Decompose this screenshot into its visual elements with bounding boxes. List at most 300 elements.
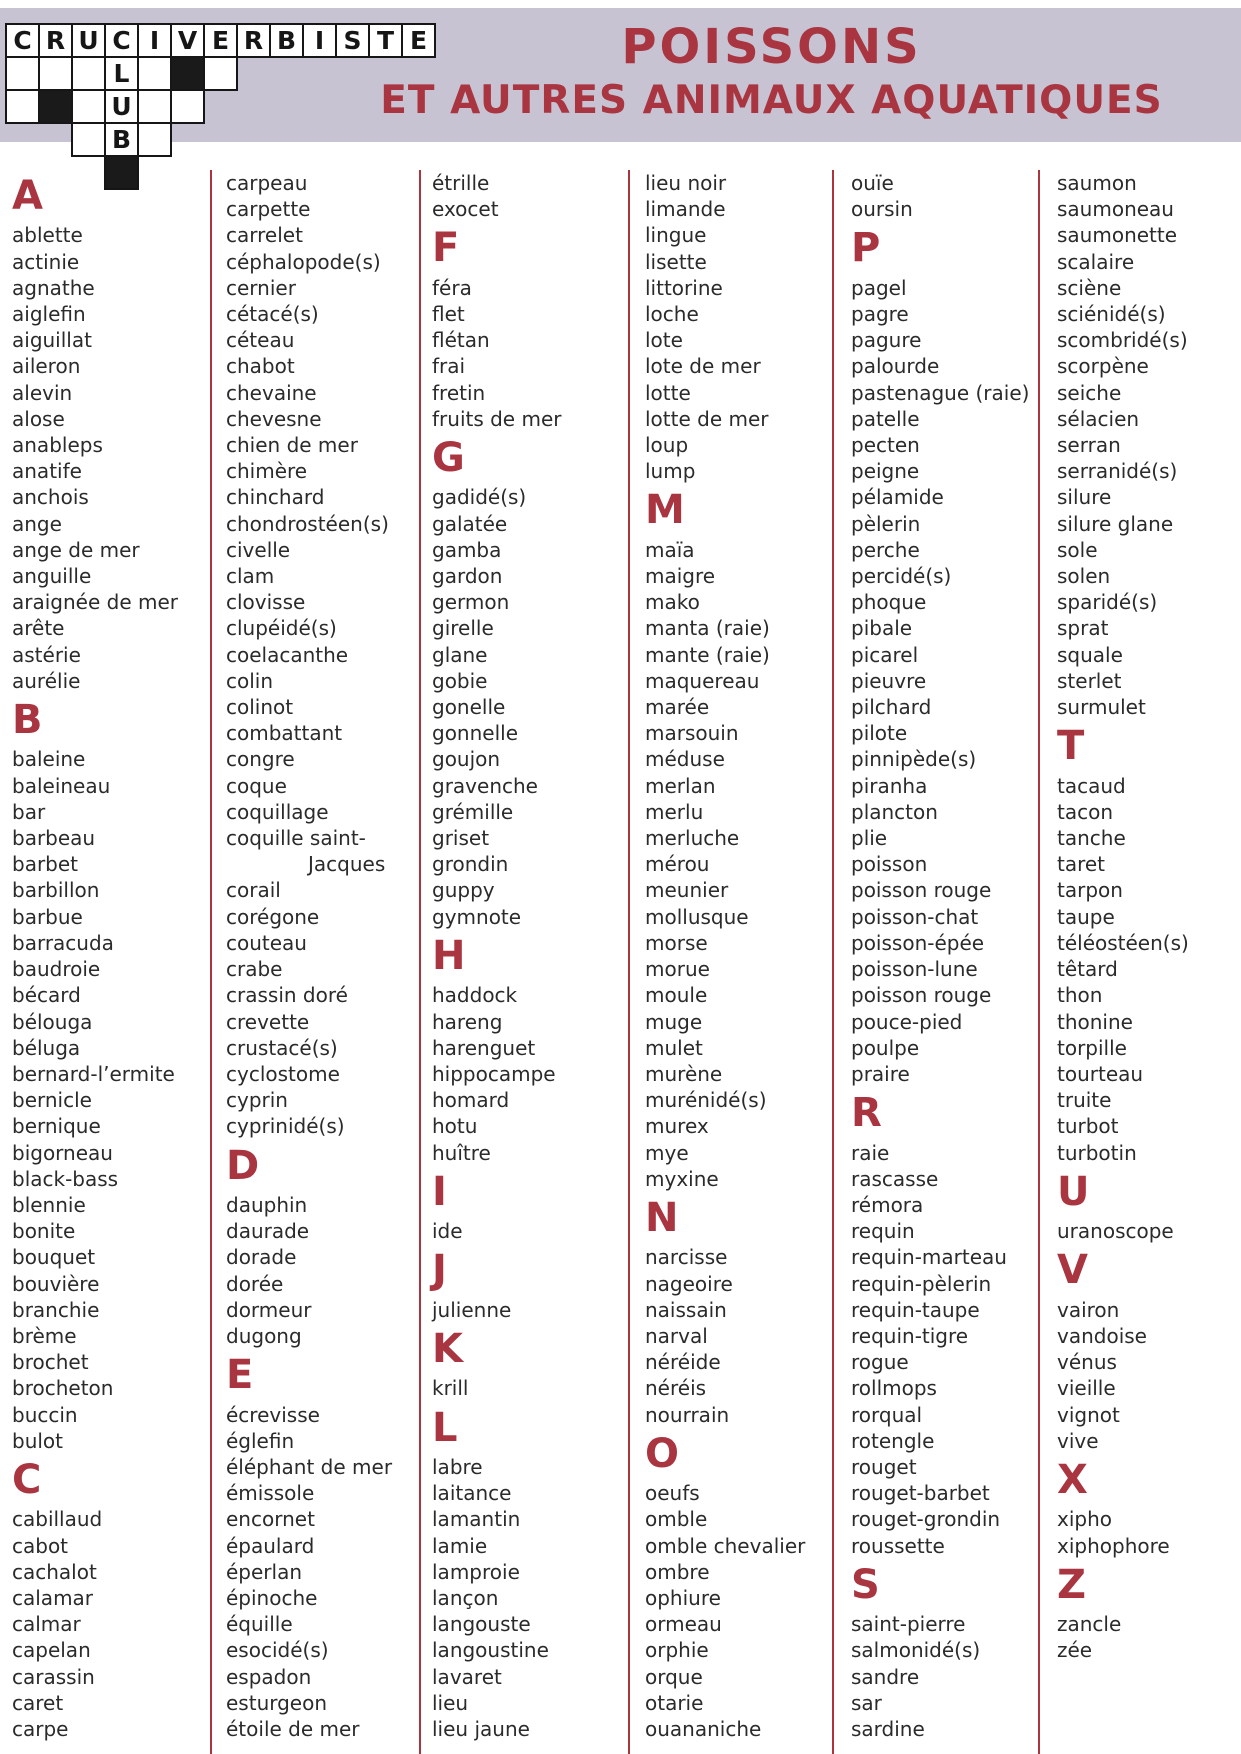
word: grémille bbox=[432, 799, 514, 824]
word: bernicle bbox=[12, 1088, 92, 1113]
word: palourde bbox=[851, 354, 940, 379]
word: carpe bbox=[12, 1716, 69, 1741]
word: requin-pèlerin bbox=[851, 1271, 992, 1296]
word: clam bbox=[226, 564, 275, 589]
word: esturgeon bbox=[226, 1690, 328, 1715]
word: scorpène bbox=[1057, 354, 1149, 379]
word: percidé(s) bbox=[851, 564, 952, 589]
word: brème bbox=[12, 1323, 77, 1348]
word: squale bbox=[1057, 642, 1123, 667]
word: congre bbox=[226, 747, 295, 772]
word: ormeau bbox=[645, 1612, 722, 1637]
word: exocet bbox=[432, 197, 499, 222]
word: uranoscope bbox=[1057, 1219, 1174, 1244]
word: bar bbox=[12, 799, 46, 824]
word: anableps bbox=[12, 433, 103, 458]
word: carassin bbox=[12, 1664, 95, 1689]
word: araignée de mer bbox=[12, 590, 178, 615]
word: rollmops bbox=[851, 1376, 937, 1401]
word: julienne bbox=[432, 1297, 512, 1322]
word: ophiure bbox=[645, 1585, 721, 1610]
word: actinie bbox=[12, 249, 80, 274]
word: cétacé(s) bbox=[226, 302, 319, 327]
word: sprat bbox=[1057, 616, 1109, 641]
word: pagel bbox=[851, 275, 907, 300]
word: goujon bbox=[432, 747, 501, 772]
word: gonnelle bbox=[432, 721, 519, 746]
crossword-black-cell bbox=[170, 56, 205, 91]
word: lump bbox=[645, 459, 696, 484]
word: encornet bbox=[226, 1507, 315, 1532]
word: sandre bbox=[851, 1664, 920, 1689]
word: ange de mer bbox=[12, 537, 140, 562]
word: bélouga bbox=[12, 1009, 93, 1034]
word: homard bbox=[432, 1088, 510, 1113]
word: phoque bbox=[851, 590, 927, 615]
section-letter-O: O bbox=[645, 1430, 680, 1477]
word: saumon bbox=[1057, 171, 1137, 195]
word: lamproie bbox=[432, 1559, 520, 1584]
word: bonite bbox=[12, 1219, 76, 1244]
word: glane bbox=[432, 642, 488, 667]
word-continuation: Jacques bbox=[308, 852, 386, 877]
word: poisson rouge bbox=[851, 878, 992, 903]
crossword-letter-cell: T bbox=[368, 23, 403, 58]
word: lavaret bbox=[432, 1664, 502, 1689]
word: xipho bbox=[1057, 1507, 1112, 1532]
section-letter-N: N bbox=[645, 1194, 679, 1241]
word: haddock bbox=[432, 983, 518, 1008]
word: manta (raie) bbox=[645, 616, 770, 641]
word: flet bbox=[432, 302, 465, 327]
word: fruits de mer bbox=[432, 406, 562, 431]
word: raie bbox=[851, 1140, 890, 1165]
page-title bbox=[320, 18, 1223, 126]
word: narcisse bbox=[645, 1245, 728, 1270]
word: corégone bbox=[226, 904, 320, 929]
crossword-letter-cell: R bbox=[38, 23, 73, 58]
word: oursin bbox=[851, 197, 913, 222]
word: cyprinidé(s) bbox=[226, 1114, 345, 1139]
word: poulpe bbox=[851, 1035, 920, 1060]
word: seiche bbox=[1057, 380, 1122, 405]
word: cernier bbox=[226, 275, 296, 300]
word: cyprin bbox=[226, 1088, 288, 1113]
word: scalaire bbox=[1057, 249, 1135, 274]
word-column-3 bbox=[432, 170, 632, 1742]
word: cachalot bbox=[12, 1559, 97, 1584]
word: scombridé(s) bbox=[1057, 328, 1188, 353]
word: ide bbox=[432, 1219, 463, 1244]
word: chevaine bbox=[226, 380, 317, 405]
word: gardon bbox=[432, 564, 503, 589]
word: dorade bbox=[226, 1245, 297, 1270]
crossword-letter-cell: I bbox=[302, 23, 337, 58]
word: vieille bbox=[1057, 1376, 1116, 1401]
word: langoustine bbox=[432, 1638, 549, 1663]
word: rorqual bbox=[851, 1402, 923, 1427]
word: surmulet bbox=[1057, 695, 1146, 720]
word: mollusque bbox=[645, 904, 749, 929]
word: pinnipède(s) bbox=[851, 747, 977, 772]
word: sciénidé(s) bbox=[1057, 302, 1166, 327]
crossword-empty-cell bbox=[5, 56, 40, 91]
word: langouste bbox=[432, 1612, 531, 1637]
word: galatée bbox=[432, 511, 508, 536]
word: couteau bbox=[226, 930, 307, 955]
crossword-empty-cell bbox=[137, 122, 172, 157]
word: pastenague (raie) bbox=[851, 380, 1030, 405]
crossword-letter-cell: C bbox=[104, 23, 139, 58]
word: bigorneau bbox=[12, 1140, 113, 1165]
word: otarie bbox=[645, 1690, 704, 1715]
section-letter-B: B bbox=[12, 697, 43, 744]
word-column-1 bbox=[12, 170, 212, 1742]
word: gamba bbox=[432, 537, 502, 562]
word: orphie bbox=[645, 1638, 709, 1663]
word: dorée bbox=[226, 1271, 284, 1296]
word: colinot bbox=[226, 695, 294, 720]
word: maïa bbox=[645, 537, 695, 562]
section-letter-P: P bbox=[851, 225, 881, 272]
crossword-letter-cell: S bbox=[335, 23, 370, 58]
word: blennie bbox=[12, 1192, 86, 1217]
word: thon bbox=[1057, 983, 1103, 1008]
word: lote de mer bbox=[645, 354, 761, 379]
word: crabe bbox=[226, 957, 283, 982]
word: poisson rouge bbox=[851, 983, 992, 1008]
word: cabot bbox=[12, 1533, 69, 1558]
crossword-empty-cell bbox=[137, 56, 172, 91]
word: muge bbox=[645, 1009, 703, 1034]
word: étoile de mer bbox=[226, 1716, 360, 1741]
word: rouget bbox=[851, 1454, 917, 1479]
word: loup bbox=[645, 433, 689, 458]
word: lisette bbox=[645, 249, 707, 274]
word: tacaud bbox=[1057, 773, 1126, 798]
word: requin-marteau bbox=[851, 1245, 1007, 1270]
word: merlu bbox=[645, 799, 704, 824]
word: gravenche bbox=[432, 773, 538, 798]
word: crustacé(s) bbox=[226, 1035, 338, 1060]
word: calmar bbox=[12, 1612, 81, 1637]
word: omble bbox=[645, 1507, 708, 1532]
word: vignot bbox=[1057, 1402, 1120, 1427]
word: barracuda bbox=[12, 930, 114, 955]
word: requin bbox=[851, 1219, 915, 1244]
crossword-letter-cell: E bbox=[401, 23, 436, 58]
word: lieu jaune bbox=[432, 1716, 530, 1741]
section-letter-I: I bbox=[432, 1168, 447, 1215]
word: pèlerin bbox=[851, 511, 921, 536]
word: guppy bbox=[432, 878, 495, 903]
word: rotengle bbox=[851, 1428, 935, 1453]
word: saumonette bbox=[1057, 223, 1178, 248]
word: peigne bbox=[851, 459, 920, 484]
word: lote bbox=[645, 328, 683, 353]
word: écrevisse bbox=[226, 1402, 320, 1427]
word: brochet bbox=[12, 1350, 89, 1375]
crossword-empty-cell bbox=[170, 89, 205, 124]
section-letter-A: A bbox=[12, 173, 43, 219]
crossword-letter-cell: U bbox=[71, 23, 106, 58]
word: espadon bbox=[226, 1664, 312, 1689]
word: harenguet bbox=[432, 1035, 536, 1060]
word: anguille bbox=[12, 564, 92, 589]
word: tarpon bbox=[1057, 878, 1123, 903]
section-letter-U: U bbox=[1057, 1168, 1090, 1215]
word: aileron bbox=[12, 354, 81, 379]
word: hareng bbox=[432, 1009, 503, 1034]
section-letter-D: D bbox=[226, 1142, 260, 1189]
word: équille bbox=[226, 1612, 293, 1637]
word: mako bbox=[645, 590, 700, 615]
section-letter-J: J bbox=[432, 1247, 447, 1294]
word: rascasse bbox=[851, 1166, 939, 1191]
word: zée bbox=[1057, 1638, 1093, 1663]
word: combattant bbox=[226, 721, 343, 746]
word: limande bbox=[645, 197, 726, 222]
word: praire bbox=[851, 1061, 910, 1086]
word: colin bbox=[226, 668, 274, 693]
section-letter-X: X bbox=[1057, 1456, 1088, 1503]
word: baudroie bbox=[12, 957, 101, 982]
crossword-black-cell bbox=[38, 89, 73, 124]
word: saumoneau bbox=[1057, 197, 1174, 222]
word: silure bbox=[1057, 485, 1112, 510]
word: buccin bbox=[12, 1402, 78, 1427]
word: lieu bbox=[432, 1690, 469, 1715]
word: lotte bbox=[645, 380, 691, 405]
word: murénidé(s) bbox=[645, 1088, 767, 1113]
word: calamar bbox=[12, 1585, 94, 1610]
word: murène bbox=[645, 1061, 723, 1086]
word: saint-pierre bbox=[851, 1612, 966, 1637]
word: taupe bbox=[1057, 904, 1115, 929]
word: épinoche bbox=[226, 1585, 318, 1610]
word-column-5 bbox=[851, 170, 1051, 1742]
word: grondin bbox=[432, 852, 509, 877]
word: ouïe bbox=[851, 171, 894, 195]
word: chien de mer bbox=[226, 433, 358, 458]
word: coelacanthe bbox=[226, 642, 349, 667]
word: gobie bbox=[432, 668, 488, 693]
word: flétan bbox=[432, 328, 490, 353]
word: silure glane bbox=[1057, 511, 1174, 536]
word: méduse bbox=[645, 747, 725, 772]
word: carrelet bbox=[226, 223, 303, 248]
word: mulet bbox=[645, 1035, 703, 1060]
section-letter-T: T bbox=[1057, 723, 1085, 770]
word: pélamide bbox=[851, 485, 944, 510]
word: néréide bbox=[645, 1350, 721, 1375]
word: rouget-grondin bbox=[851, 1507, 1001, 1532]
word: gymnote bbox=[432, 904, 522, 929]
crossword-empty-cell bbox=[203, 56, 238, 91]
word: étrille bbox=[432, 171, 490, 195]
crossword-letter-cell: I bbox=[137, 23, 172, 58]
word: vénus bbox=[1057, 1350, 1117, 1375]
crossword-black-cell bbox=[104, 155, 139, 190]
word: barbeau bbox=[12, 826, 96, 851]
word: sar bbox=[851, 1690, 882, 1715]
word: murex bbox=[645, 1114, 709, 1139]
word: brocheton bbox=[12, 1376, 114, 1401]
word: aurélie bbox=[12, 668, 81, 693]
word: éperlan bbox=[226, 1559, 303, 1584]
word: fretin bbox=[432, 380, 486, 405]
word: germon bbox=[432, 590, 510, 615]
word: astérie bbox=[12, 642, 81, 667]
word: céteau bbox=[226, 328, 295, 353]
section-letter-C: C bbox=[12, 1456, 42, 1503]
word: anatife bbox=[12, 459, 82, 484]
word: pilchard bbox=[851, 695, 932, 720]
word: piranha bbox=[851, 773, 928, 798]
word: labre bbox=[432, 1454, 483, 1479]
word: cyclostome bbox=[226, 1061, 340, 1086]
word: chimère bbox=[226, 459, 308, 484]
word: clupéidé(s) bbox=[226, 616, 337, 641]
word: civelle bbox=[226, 537, 291, 562]
word: vandoise bbox=[1057, 1323, 1147, 1348]
word: émissole bbox=[226, 1481, 315, 1506]
word: coquille saint- bbox=[226, 826, 366, 851]
word: bernard-l’ermite bbox=[12, 1061, 175, 1086]
word: nourrain bbox=[645, 1402, 730, 1427]
word: zancle bbox=[1057, 1612, 1122, 1637]
word: sparidé(s) bbox=[1057, 590, 1158, 615]
word: aiguillat bbox=[12, 328, 92, 353]
word: marsouin bbox=[645, 721, 739, 746]
word: esocidé(s) bbox=[226, 1638, 329, 1663]
word: patelle bbox=[851, 406, 920, 431]
word: pibale bbox=[851, 616, 913, 641]
word: omble chevalier bbox=[645, 1533, 806, 1558]
word: laitance bbox=[432, 1481, 512, 1506]
word: têtard bbox=[1057, 957, 1118, 982]
word: vive bbox=[1057, 1428, 1099, 1453]
word: béluga bbox=[12, 1035, 81, 1060]
word: bouquet bbox=[12, 1245, 96, 1270]
word: rogue bbox=[851, 1350, 909, 1375]
word: maigre bbox=[645, 564, 716, 589]
word: narval bbox=[645, 1323, 708, 1348]
word: morse bbox=[645, 930, 708, 955]
word: poisson bbox=[851, 852, 928, 877]
word: thonine bbox=[1057, 1009, 1133, 1034]
word: barbue bbox=[12, 904, 83, 929]
word: alose bbox=[12, 406, 65, 431]
word: barbet bbox=[12, 852, 79, 877]
word: églefin bbox=[226, 1428, 295, 1453]
word: ange bbox=[12, 511, 62, 536]
word: épaulard bbox=[226, 1533, 315, 1558]
word: mérou bbox=[645, 852, 710, 877]
word: sardine bbox=[851, 1716, 925, 1741]
word: sciène bbox=[1057, 275, 1122, 300]
word: serran bbox=[1057, 433, 1121, 458]
section-letter-K: K bbox=[432, 1325, 463, 1372]
word: merlan bbox=[645, 773, 716, 798]
word: coque bbox=[226, 773, 287, 798]
word: merluche bbox=[645, 826, 740, 851]
word: chabot bbox=[226, 354, 295, 379]
word: turbotin bbox=[1057, 1140, 1137, 1165]
word: gadidé(s) bbox=[432, 485, 527, 510]
word: torpille bbox=[1057, 1035, 1127, 1060]
word: naissain bbox=[645, 1297, 727, 1322]
word: vairon bbox=[1057, 1297, 1120, 1322]
section-letter-M: M bbox=[645, 487, 685, 534]
word: baleine bbox=[12, 747, 86, 772]
crossword-empty-cell bbox=[5, 89, 40, 124]
word: agnathe bbox=[12, 275, 95, 300]
word: arête bbox=[12, 616, 65, 641]
word: poisson-lune bbox=[851, 957, 978, 982]
word: oeufs bbox=[645, 1481, 700, 1506]
word: alevin bbox=[12, 380, 73, 405]
word: pecten bbox=[851, 433, 920, 458]
word: plancton bbox=[851, 799, 938, 824]
word: pagure bbox=[851, 328, 922, 353]
word: black-bass bbox=[12, 1166, 119, 1191]
word: turbot bbox=[1057, 1114, 1119, 1139]
word: coquillage bbox=[226, 799, 329, 824]
title-line-1: POISSONS bbox=[621, 19, 922, 75]
word: barbillon bbox=[12, 878, 100, 903]
word: requin-tigre bbox=[851, 1323, 969, 1348]
word: lamantin bbox=[432, 1507, 521, 1532]
word: éléphant de mer bbox=[226, 1454, 393, 1479]
word-column-6 bbox=[1057, 170, 1241, 1664]
word: lançon bbox=[432, 1585, 499, 1610]
crossword-empty-cell bbox=[137, 89, 172, 124]
word: rémora bbox=[851, 1192, 924, 1217]
word: daurade bbox=[226, 1219, 310, 1244]
word: céphalopode(s) bbox=[226, 249, 381, 274]
word: gonelle bbox=[432, 695, 506, 720]
word: bécard bbox=[12, 983, 81, 1008]
section-letter-G: G bbox=[432, 435, 465, 482]
word: ablette bbox=[12, 223, 83, 248]
word: chinchard bbox=[226, 485, 325, 510]
word: crassin doré bbox=[226, 983, 348, 1008]
word: truite bbox=[1057, 1088, 1112, 1113]
word: crevette bbox=[226, 1009, 310, 1034]
section-letter-L: L bbox=[432, 1404, 458, 1451]
word: littorine bbox=[645, 275, 723, 300]
word: girelle bbox=[432, 616, 494, 641]
word: pilote bbox=[851, 721, 908, 746]
title-line-2: ET AUTRES ANIMAUX AQUATIQUES bbox=[380, 78, 1163, 123]
crossword-letter-cell: R bbox=[236, 23, 271, 58]
word: poisson-épée bbox=[851, 930, 985, 955]
word: poisson-chat bbox=[851, 904, 979, 929]
word: frai bbox=[432, 354, 466, 379]
word: solen bbox=[1057, 564, 1111, 589]
word: krill bbox=[432, 1376, 469, 1401]
section-letter-H: H bbox=[432, 932, 466, 979]
crossword-letter-cell: V bbox=[170, 23, 205, 58]
word: myxine bbox=[645, 1166, 719, 1191]
word: clovisse bbox=[226, 590, 306, 615]
word: téléostéen(s) bbox=[1057, 930, 1189, 955]
word: baleineau bbox=[12, 773, 111, 798]
section-letter-R: R bbox=[851, 1090, 882, 1137]
crossword-empty-cell bbox=[71, 56, 106, 91]
word: tanche bbox=[1057, 826, 1126, 851]
